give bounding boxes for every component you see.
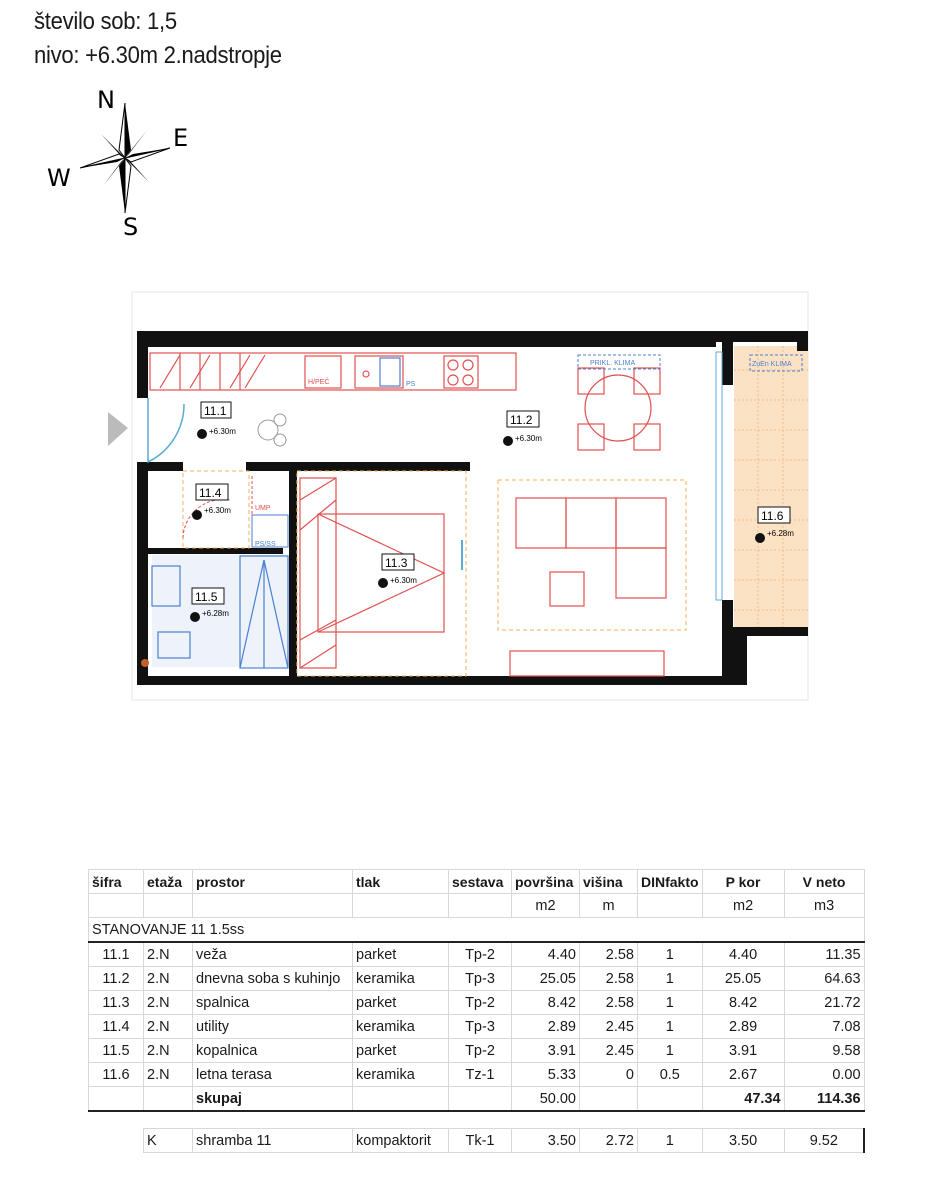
table-cell: 2.45 <box>580 1015 638 1039</box>
table-row <box>89 1039 865 1063</box>
svg-text:+6.30m: +6.30m <box>204 506 231 515</box>
dining-table <box>578 368 660 450</box>
col-povrsina: površina <box>512 870 580 894</box>
table-cell: 2.58 <box>580 942 638 967</box>
table-cell: 11.3 <box>89 991 144 1015</box>
group-title-row <box>89 918 865 943</box>
table-row <box>89 967 865 991</box>
table-row <box>89 991 865 1015</box>
table-cell: keramika <box>353 967 449 991</box>
col-dinfaktor: DINfakto <box>638 870 703 894</box>
svg-text:11.3: 11.3 <box>385 556 408 570</box>
table-cell: 1 <box>638 942 703 967</box>
total-pkor: 47.34 <box>702 1087 784 1112</box>
table-cell: 2.58 <box>580 991 638 1015</box>
table-units-row <box>89 894 865 918</box>
table-cell: Tp-2 <box>449 1039 512 1063</box>
entry-door-swing <box>148 398 184 462</box>
bed <box>300 478 444 668</box>
table-cell: parket <box>353 991 449 1015</box>
unit-pkor: m2 <box>702 894 784 918</box>
table-cell: keramika <box>353 1063 449 1087</box>
entrance-arrow-icon <box>108 412 128 446</box>
svg-text:11.4: 11.4 <box>199 486 222 500</box>
table-cell: 4.40 <box>512 942 580 967</box>
area-table <box>88 869 865 1153</box>
table-cell: 2.89 <box>702 1015 784 1039</box>
table-cell: parket <box>353 1039 449 1063</box>
table-cell: 25.05 <box>512 967 580 991</box>
col-prostor: prostor <box>193 870 353 894</box>
table-row <box>89 942 865 967</box>
kitchen-counter <box>150 353 516 390</box>
table-cell: 2.89 <box>512 1015 580 1039</box>
table-cell: 0.00 <box>784 1063 864 1087</box>
storage-row: K shramba 11 kompaktorit Tk-1 3.50 2.72 1 3.50 9.52 <box>89 1129 865 1153</box>
col-pkor: P kor <box>702 870 784 894</box>
table-cell: 2.N <box>144 991 193 1015</box>
table-cell: 25.05 <box>702 967 784 991</box>
terrace-tiles <box>734 346 808 636</box>
table-cell: 3.91 <box>702 1039 784 1063</box>
table-cell: 7.08 <box>784 1015 864 1039</box>
svg-text:+6.30m: +6.30m <box>515 434 542 443</box>
table-cell: 1 <box>638 967 703 991</box>
label-notr-klima: PRIKL. KLIMA <box>590 360 636 367</box>
table-cell: 11.35 <box>784 942 864 967</box>
table-cell: Tp-2 <box>449 942 512 967</box>
table-cell: 0.5 <box>638 1063 703 1087</box>
unit-vneto: m3 <box>784 894 864 918</box>
table-cell: 0 <box>580 1063 638 1087</box>
total-povrsina: 50.00 <box>512 1087 580 1112</box>
table-cell: 1 <box>638 1015 703 1039</box>
room-tag-11-2 <box>503 411 542 446</box>
table-cell: 5.33 <box>512 1063 580 1087</box>
svg-text:11.5: 11.5 <box>195 590 218 604</box>
table-cell: utility <box>193 1015 353 1039</box>
table-cell: 11.5 <box>89 1039 144 1063</box>
svg-text:+6.28m: +6.28m <box>202 609 229 618</box>
total-vneto: 114.36 <box>784 1087 864 1112</box>
table-header-row <box>89 870 865 894</box>
room-tag-11-4 <box>192 484 231 520</box>
table-cell: 4.40 <box>702 942 784 967</box>
total-label: skupaj <box>193 1087 353 1112</box>
table-cell: keramika <box>353 1015 449 1039</box>
table-cell: dnevna soba s kuhinjo <box>193 967 353 991</box>
table-cell: 2.N <box>144 942 193 967</box>
table-cell: spalnica <box>193 991 353 1015</box>
table-row <box>89 1063 865 1087</box>
col-visina: višina <box>580 870 638 894</box>
label-psss: PS/SS <box>255 541 276 548</box>
table-cell: 2.45 <box>580 1039 638 1063</box>
table-cell: Tp-3 <box>449 967 512 991</box>
table-cell: 2.N <box>144 1063 193 1087</box>
unit-povrsina: m2 <box>512 894 580 918</box>
table-cell: parket <box>353 942 449 967</box>
col-etaza: etaža <box>144 870 193 894</box>
table-cell: letna terasa <box>193 1063 353 1087</box>
table-cell: 9.58 <box>784 1039 864 1063</box>
table-cell: Tp-3 <box>449 1015 512 1039</box>
col-tlak: tlak <box>353 870 449 894</box>
total-row <box>89 1087 865 1112</box>
svg-text:11.1: 11.1 <box>204 404 227 418</box>
table-cell: veža <box>193 942 353 967</box>
label-ump: UMP <box>255 505 271 512</box>
table-cell: kopalnica <box>193 1039 353 1063</box>
sofa <box>510 498 666 676</box>
svg-text:+6.30m: +6.30m <box>390 576 417 585</box>
table-cell: 11.1 <box>89 942 144 967</box>
col-sifra: šifra <box>89 870 144 894</box>
compass-w-label: W <box>47 164 71 192</box>
compass-e-label: E <box>173 124 189 152</box>
table-cell: 8.42 <box>702 991 784 1015</box>
table-cell: 11.2 <box>89 967 144 991</box>
table-row <box>89 1015 865 1039</box>
table-cell: 64.63 <box>784 967 864 991</box>
label-hpec: H/PEČ <box>308 379 330 386</box>
table-cell: 11.4 <box>89 1015 144 1039</box>
room-tag-11-1 <box>197 402 236 439</box>
table-cell: 21.72 <box>784 991 864 1015</box>
room-tag-11-3 <box>378 554 417 588</box>
level-line: nivo: +6.30m 2.nadstropje <box>34 42 282 69</box>
table-cell: 1 <box>638 991 703 1015</box>
table-cell: 2.N <box>144 1039 193 1063</box>
label-zun-klima: ZuEn KLIMA <box>752 361 792 368</box>
table-cell: 2.N <box>144 1015 193 1039</box>
svg-text:11.2: 11.2 <box>510 413 533 427</box>
col-vneto: V neto <box>784 870 864 894</box>
svg-text:11.6: 11.6 <box>761 509 784 523</box>
table-cell: 3.91 <box>512 1039 580 1063</box>
svg-text:+6.28m: +6.28m <box>767 529 794 538</box>
table-cell: 2.N <box>144 967 193 991</box>
label-ps: PS <box>406 381 416 388</box>
table-cell: Tp-2 <box>449 991 512 1015</box>
wardrobe-icon <box>258 414 286 446</box>
compass-s-label: S <box>123 213 139 238</box>
compass-n-label: N <box>97 88 115 114</box>
table-cell: Tz-1 <box>449 1063 512 1087</box>
rooms-count-line: število sob: 1,5 <box>34 8 177 35</box>
table-cell: 8.42 <box>512 991 580 1015</box>
unit-visina: m <box>580 894 638 918</box>
table-cell: 1 <box>638 1039 703 1063</box>
table-cell: 2.58 <box>580 967 638 991</box>
table-cell: 11.6 <box>89 1063 144 1087</box>
group-title: STANOVANJE 11 1.5ss <box>89 918 865 943</box>
col-sestava: sestava <box>449 870 512 894</box>
svg-text:+6.30m: +6.30m <box>209 427 236 436</box>
table-cell: 2.67 <box>702 1063 784 1087</box>
